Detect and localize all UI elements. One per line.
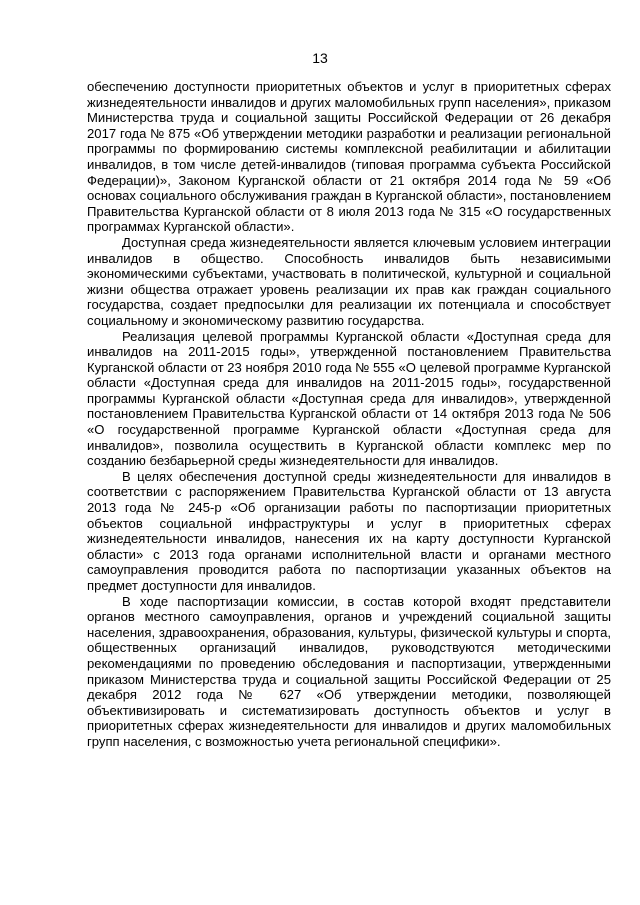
paragraph-passportization-order: В целях обеспечения доступной среды жизнедеятельности для инвалидов в соответствии с распоряжением Правительства Курганской области от 13 августа 2013 года № 245-р «Об организации работы по паспортизации приоритетных объектов социальной инфраструктуры и услуг в приоритетных сферах жизнедеятельности инвалидов, нанесения их на карту доступности Курганской области» с 2013 года органами исполнительной власти и органами местного самоуправления проводится работа по паспортизации указанных объектов на предмет доступности для инвалидов. bbox=[87, 468, 611, 593]
paragraph-accessible-environment: Доступная среда жизнедеятельности является ключевым условием интеграции инвалидов в общество. Способность инвалидов быть независимыми экономическими субъектами, участвовать в политической, культурной и социальной жизни общества отражает уровень реализации их прав как граждан социального государства, создает предпосылки для реализации их потенциала и способствует социальному и экономическому развитию государства. bbox=[87, 234, 611, 328]
paragraph-continuation: обеспечению доступности приоритетных объектов и услуг в приоритетных сферах жизнедеятельности инвалидов и других маломобильных групп населения», приказом Министерства труда и социальной защиты Российской Федерации от 26 декабря 2017 года № 875 «Об утверждении методики разработки и реализации региональной программы по формированию системы комплексной реабилитации и абилитации инвалидов, в том числе детей-инвалидов (типовая программа субъекта Российской Федерации)», Законом Курганской области от 21 октября 2014 года № 59 «Об основах социального обслуживания граждан в Курганской области», постановлением Правительства Курганской области от 8 июля 2013 года № 315 «О государственных программах Курганской области». bbox=[87, 79, 611, 235]
page-number: 13 bbox=[312, 50, 328, 66]
document-body bbox=[87, 79, 611, 750]
paragraph-target-program: Реализация целевой программы Курганской области «Доступная среда для инвалидов на 2011-2015 годы», утвержденной постановлением Правительства Курганской области от 23 ноября 2010 года № 555 «О целевой программе Курганской области «Доступная среда для инвалидов на 2011-2015 годы», государственной программы Курганской области «Доступная среда для инвалидов», утвержденной постановлением Правительства Курганской области от 14 октября 2013 года № 506 «О государственной программе Курганской области «Доступная среда для инвалидов», позволила осуществить в Курганской области комплекс мер по созданию безбарьерной среды жизнедеятельности для инвалидов. bbox=[87, 328, 611, 469]
paragraph-passportization-commission: В ходе паспортизации комиссии, в состав которой входят представители органов местного самоуправления, органов и учреждений социальной защиты населения, здравоохранения, образования, культуры, физической культуры и спорта, общественных организаций инвалидов, руководствуются методическими рекомендациями по проведению обследования и паспортизации, утвержденными приказом Министерства труда и социальной защиты Российской Федерации от 25 декабря 2012 года № 627 «Об утверждении методики, позволяющей объективизировать и систематизировать доступность объектов и услуг в приоритетных сферах жизнедеятельности для инвалидов и других маломобильных групп населения, с возможностью учета региональной специфики». bbox=[87, 593, 611, 749]
